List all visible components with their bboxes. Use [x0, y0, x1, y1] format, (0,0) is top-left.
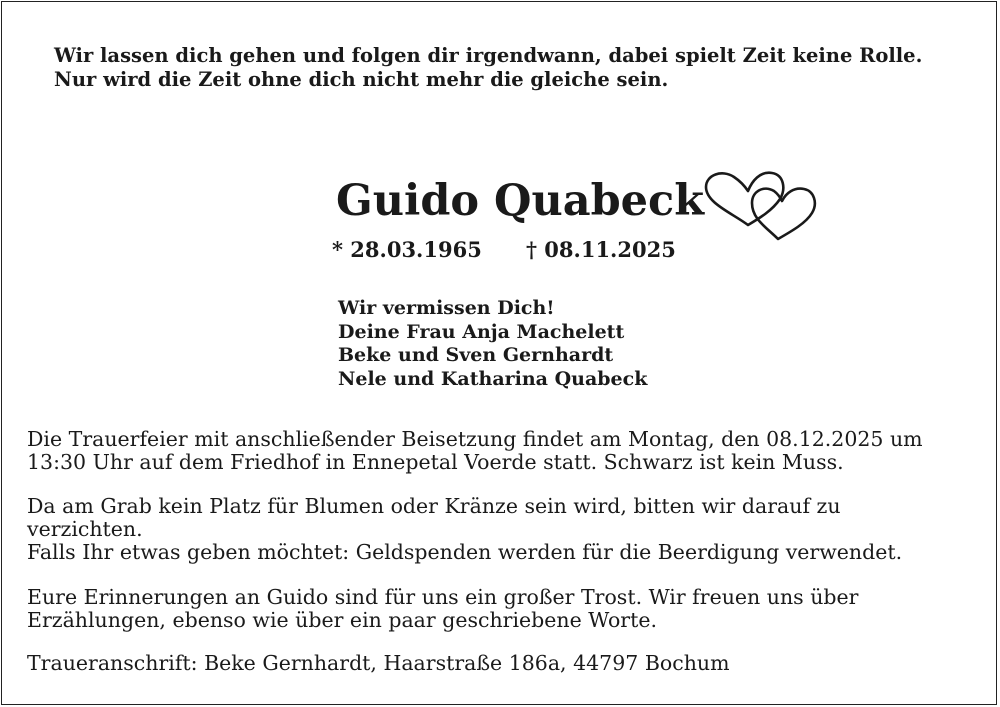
- mourning-address: Traueranschrift: Beke Gernhardt, Haarstraße 186a, 44797 Bochum: [27, 651, 730, 675]
- verse-line: Wir lassen dich gehen und folgen dir irgendwann, dabei spielt Zeit keine Rolle.: [54, 44, 923, 67]
- info-line: verzichten.: [27, 517, 143, 541]
- info-line: Die Trauerfeier mit anschließender Beisetzung findet am Montag, den 08.12.2025 um: [27, 427, 923, 451]
- death-date: † 08.11.2025: [526, 237, 676, 262]
- mourner-line: Wir vermissen Dich!: [338, 297, 555, 319]
- mourner-line: Beke und Sven Gernhardt: [338, 344, 614, 366]
- mourners: [338, 297, 647, 391]
- memories-info: [27, 586, 858, 632]
- verse-line: Nur wird die Zeit ohne dich nicht mehr die gleiche sein.: [54, 68, 669, 91]
- mourner-line: Nele und Katharina Quabeck: [338, 367, 648, 390]
- info-line: Erzählungen, ebenso wie über ein paar geschriebene Worte.: [27, 608, 657, 632]
- birth-date: * 28.03.1965: [332, 237, 482, 262]
- info-line: Da am Grab kein Platz für Blumen oder Kränze sein wird, bitten wir darauf zu: [27, 494, 841, 518]
- deceased-name: Guido Quabeck: [336, 176, 705, 226]
- donation-info: [27, 495, 902, 564]
- funeral-info: [27, 428, 923, 474]
- double-hearts-icon: [702, 167, 820, 243]
- info-line: 13:30 Uhr auf dem Friedhof in Ennepetal Voerde statt. Schwarz ist kein Muss.: [27, 450, 844, 474]
- info-line: Falls Ihr etwas geben möchtet: Geldspenden werden für die Beerdigung verwendet.: [27, 540, 903, 564]
- notice-frame: [1, 1, 997, 705]
- info-line: Eure Erinnerungen an Guido sind für uns ein großer Trost. Wir freuen uns über: [27, 585, 859, 609]
- mourner-line: Deine Frau Anja Machelett: [338, 320, 625, 343]
- verse: [54, 44, 922, 92]
